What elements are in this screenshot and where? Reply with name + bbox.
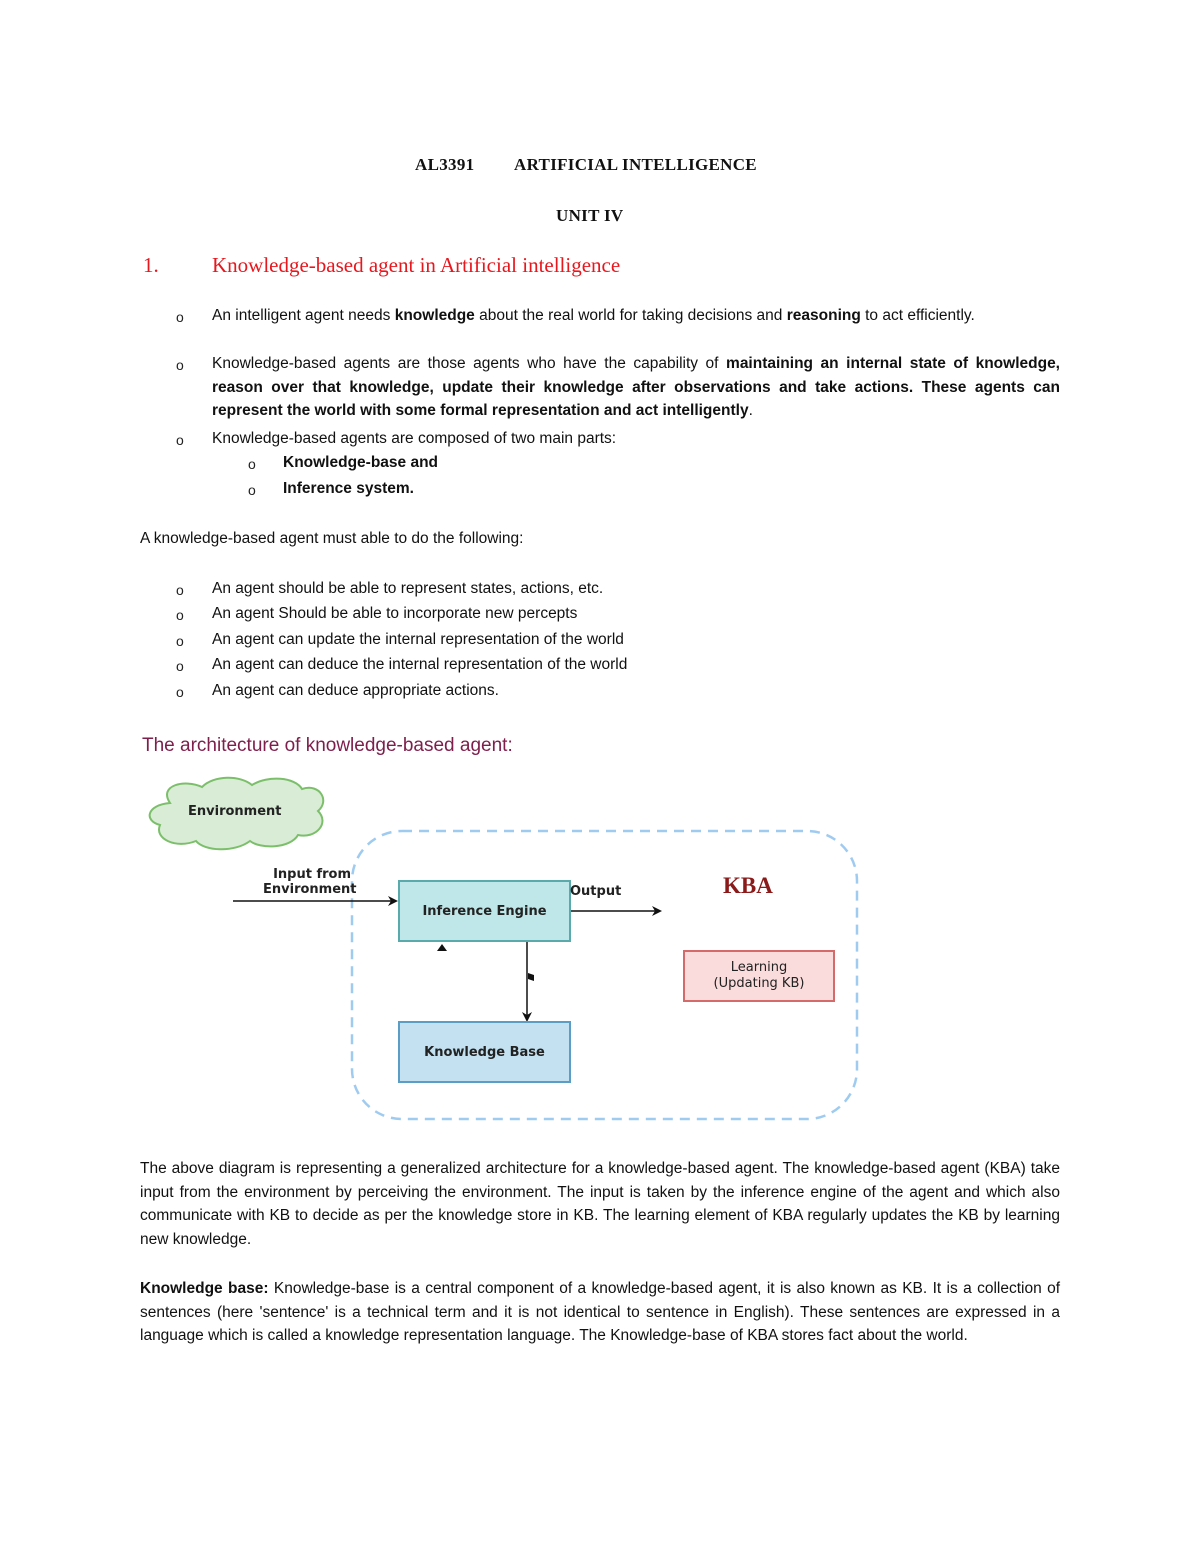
bullet-icon: o [176, 658, 184, 674]
architecture-title: The architecture of knowledge-based agent: [142, 735, 513, 756]
environment-label: Environment [188, 804, 282, 819]
sub-bullet-icon: o [248, 482, 256, 498]
bullet-icon: o [176, 432, 184, 448]
bullet-item-2 [212, 352, 1060, 423]
course-title: ARTIFICIAL INTELLIGENCE [514, 155, 757, 174]
bullet-icon: o [176, 633, 184, 649]
bullet-icon: o [176, 357, 184, 373]
kba-label: KBA [723, 873, 773, 898]
knowledge-base-definition: Knowledge-base is a central component of a knowledge-based agent, it is also known as KB. It is a collection of sentences (here 'sentence' is a technical term and it is not identical to sentence in English). These sentences are expressed in a language which is called a knowledge representation language. The Knowledge-base of KBA stores fact about the world. [140, 1280, 1060, 1344]
bullet-icon: o [176, 607, 184, 623]
sub-item-inference-system: Inference system. [283, 480, 414, 497]
section-title: Knowledge-based agent in Artificial intelligence [212, 253, 621, 277]
knowledge-base-term: Knowledge base: [140, 1280, 269, 1297]
ability-item: An agent can deduce appropriate actions. [212, 682, 499, 699]
bullet-item-1 [212, 304, 1060, 328]
bullet-1-text-2: about the real world for taking decisions and [474, 307, 787, 324]
bullet-1-text: An intelligent agent needs [212, 307, 395, 324]
course-code: AL3391 [415, 155, 475, 174]
bullet-2-text: Knowledge-based agents are those agents who have the capability of [212, 355, 727, 372]
kba-architecture-diagram [130, 775, 880, 1135]
bullet-icon: o [176, 309, 184, 325]
output-label: Output [570, 884, 622, 899]
learning-label-line-2: (Updating KB) [713, 976, 805, 991]
learning-label-line-1: Learning [730, 960, 788, 975]
ability-item: An agent should be able to represent states, actions, etc. [212, 580, 604, 597]
section-number: 1. [143, 253, 159, 277]
abilities-intro: A knowledge-based agent must able to do the following: [140, 530, 524, 547]
knowledge-base-box: Knowledge Base [398, 1021, 571, 1083]
diagram-description-paragraph: The above diagram is representing a generalized architecture for a knowledge-based agent. The knowledge-based agent (KBA) take input from the environment by perceiving the environment. The input is taken by the inference engine of the agent and which also communicate with KB to decide as per the knowledge store in KB. The learning element of KBA regularly updates the KB by learning new knowledge. [140, 1160, 1060, 1248]
input-label-line-1: Input from [273, 867, 351, 882]
inference-engine-box: Inference Engine [398, 880, 571, 942]
bullet-2-end: . [748, 402, 753, 419]
bullet-1-bold-reasoning: reasoning [786, 307, 861, 324]
bullet-2-bold: maintaining an internal state of knowledge, reason over that knowledge, update their knowledge after observations and take actions. These agents can represent the world with some formal representation and act intelligently [212, 355, 1060, 419]
ability-item: An agent can deduce the internal representation of the world [212, 656, 628, 673]
bullet-icon: o [176, 684, 184, 700]
learning-box [683, 950, 835, 1002]
bullet-1-text-3: to act efficiently. [860, 307, 975, 324]
sub-item-knowledge-base: Knowledge-base and [283, 454, 439, 471]
unit-label: UNIT IV [556, 206, 624, 225]
input-label [263, 867, 357, 897]
ability-item: An agent can update the internal representation of the world [212, 631, 624, 648]
ability-item: An agent Should be able to incorporate new percepts [212, 605, 578, 622]
bullet-1-bold-knowledge: knowledge [394, 307, 475, 324]
input-label-line-2: Environment [263, 882, 357, 897]
knowledge-base-paragraph [140, 1277, 1060, 1348]
bullet-icon: o [176, 582, 184, 598]
sub-bullet-icon: o [248, 456, 256, 472]
bullet-item-3: Knowledge-based agents are composed of two main parts: [212, 430, 617, 447]
